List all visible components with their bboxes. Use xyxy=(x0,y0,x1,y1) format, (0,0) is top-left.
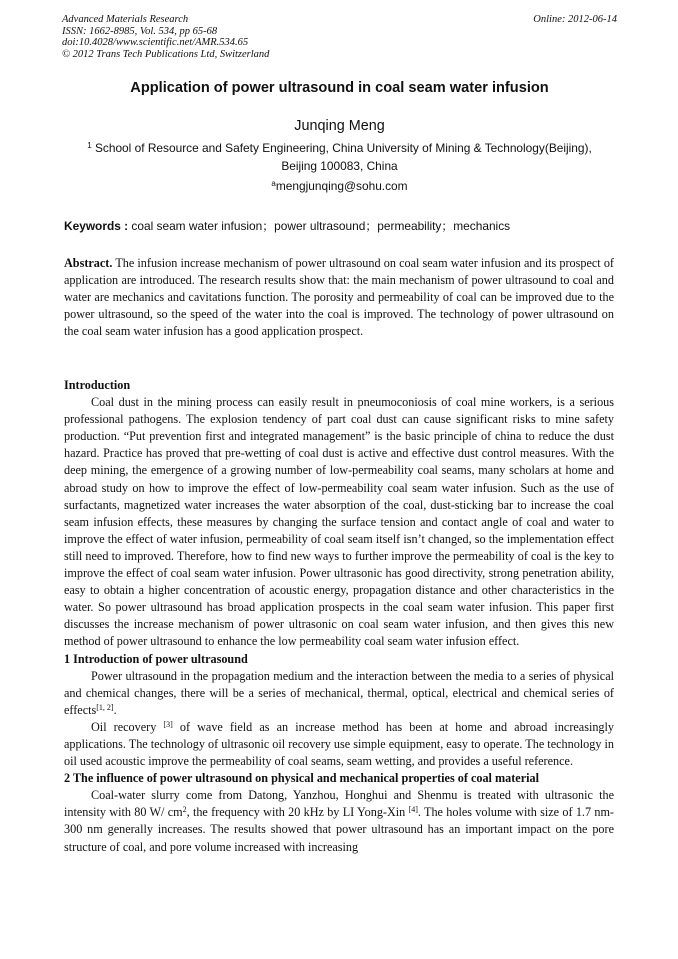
section-2-paragraph-1-a: Coal-water slurry come from Datong, Yanzhou, Honghui and Shenmu is treated with ultrasonic the intensity with 80 W/ cm xyxy=(64,788,614,820)
section-2-paragraph-1-b: , the frequency with 20 kHz by LI Yong-Xin xyxy=(186,805,409,820)
section-1-paragraph-1-text: Power ultrasound in the propagation medium and the interaction between the media to a series of physical and chemical changes, there will be a series of mechanical, thermal, optical, electrical and chemical series of effects xyxy=(64,668,614,717)
section-2-paragraph-1-c: . The holes volume with size of 1.7 nm-300 nm generally increases. The results showed that power ultrasound has an important impact on the pore structure of coal, and pore volume increased with increasing xyxy=(64,805,614,854)
author-name: Junqing Meng xyxy=(294,118,385,134)
main-body xyxy=(64,377,614,856)
keywords xyxy=(64,217,619,234)
introduction-heading: Introduction xyxy=(64,378,131,392)
section-1-paragraph-2-text: of wave field as an increase method has been at home and abroad increasingly applications. The technology of ultrasonic oil recovery use simple equipment, easy to operate. The technology in oil used acoustic improve the permeability of coal seams, seam wetting, and provides a useful reference. xyxy=(64,719,615,769)
section-1-paragraph-2-start: Oil recovery xyxy=(91,719,164,734)
affiliation-line-1: School of Resource and Safety Engineering, China University of Mining & Technology(Beijing), xyxy=(91,141,592,155)
issn-line: ISSN: 1662-8985, Vol. 534, pp 65-68 xyxy=(62,25,218,37)
abstract-label: Abstract. xyxy=(64,256,113,270)
unit-superscript: 2 xyxy=(182,805,187,815)
abstract-text: The infusion increase mechanism of power ultrasound on coal seam water infusion and its prospect of application are introduced. The research results show that: the main mechanism of power ultrasound to coal and water are mechanics and cavitations function. The porosity and permeability of coal can be improved due to the power ultrasound, so the speed of the water into the coal is improved. The technology of power ultrasound on the coal seam water infusion has a good application prospect. xyxy=(64,256,614,339)
affiliation-marker: 1 xyxy=(87,141,92,150)
citation-3: [3] xyxy=(163,719,173,729)
keywords-text: coal seam water infusion；power ultrasound；permeability；mechanics xyxy=(128,219,511,233)
journal-header xyxy=(62,14,617,60)
journal-name: Advanced Materials Research xyxy=(62,14,189,25)
introduction-paragraph: Coal dust in the mining process can easily result in pneumoconiosis of coal mine workers, is a serious professional pathogens. The explosion tendency of part coal dust can cause significant risks to mine safety production. “Put prevention first and integrated management” is the basic principle of china to reduce the dust hazard. Practice has proved that pre-wetting of coal dust is active and effective dust control measures. With the deep mining, the emergence of a growing number of low-permeability coal seams, many scholars at home and abroad study on how to improve the effect of low-permeability coal seam water infusion. Such as the use of surfactants, magnetized water increases the water absorption of the coal, dust-sticking bar to increase the coal seam infusion effects, these measures by changing the surface tension and contact angle of coal and water to improve the effect of water infusion, permeability of coal seam itself isn’t changed, so the implementation effect still need to improved. Therefore, how to find new ways to further improve the permeability of coal is the key to improve the effect of coal seam water infusion. Power ultrasonic has good directivity, strong penetration ability, easy to obtain a higher concentration of acoustic energy, propagation distance and other characteristics in the water. So power ultrasound has broad application prospects in the coal seam water infusion. This paper first discusses the increase mechanism of power ultrasonic on coal seam water infusion, and then gives this new method of power ultrasound to enhance the low permeability coal seam water infusion effect. xyxy=(64,395,614,649)
section-2-heading: 2 The influence of power ultrasound on physical and mechanical properties of coal material xyxy=(64,771,539,786)
keywords-label: Keywords : xyxy=(64,219,129,233)
section-2-paragraph-1 xyxy=(64,787,614,855)
doi-line: doi:10.4028/www.scientific.net/AMR.534.65 xyxy=(62,37,249,49)
email-marker: a xyxy=(271,179,276,188)
affiliation xyxy=(62,139,617,175)
abstract xyxy=(64,255,614,340)
section-1-paragraph-1 xyxy=(64,668,614,719)
citation-1-2: [1, 2] xyxy=(96,702,114,712)
online-date: Online: 2012-06-14 xyxy=(533,14,617,25)
citation-4: [4] xyxy=(408,805,418,815)
section-1-heading: 1 Introduction of power ultrasound xyxy=(64,651,248,666)
copyright-line: © 2012 Trans Tech Publications Ltd, Switzerland xyxy=(62,48,270,60)
email-text: mengjunqing@sohu.com xyxy=(275,179,408,193)
section-1-paragraph-1-end: . xyxy=(113,702,117,717)
affiliation-line-2: Beijing 100083, China xyxy=(281,159,398,173)
paper-title: Application of power ultrasound in coal seam water infusion xyxy=(130,80,549,96)
section-1-paragraph-2 xyxy=(64,719,614,770)
author-email xyxy=(62,179,617,193)
